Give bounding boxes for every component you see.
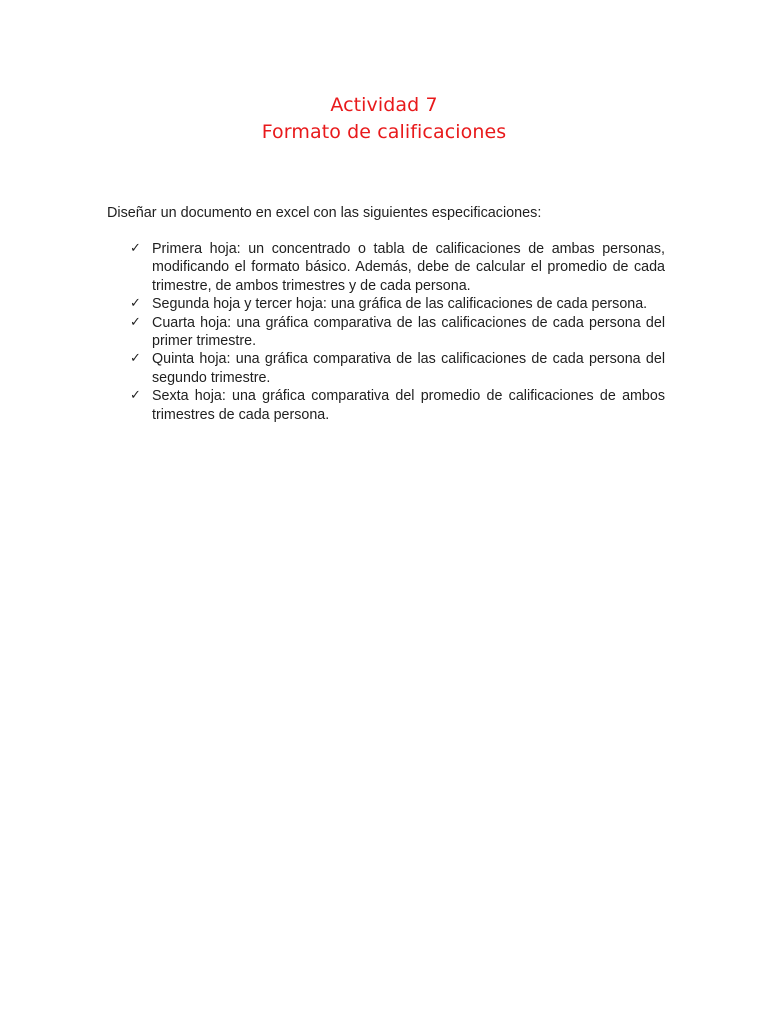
intro-paragraph: Diseñar un documento en excel con las siguientes especificaciones: [107, 205, 542, 221]
list-item [130, 314, 665, 351]
title-subject: Formato de calificaciones [261, 121, 507, 143]
checkmark-icon: ✓ [130, 314, 141, 330]
checkmark-icon: ✓ [130, 296, 141, 312]
list-item-text: Segunda hoja y tercer hoja: una gráfica de las calificaciones de cada persona. [152, 296, 648, 313]
list-item [130, 240, 665, 295]
document-title [0, 92, 768, 146]
list-item-text: Primera hoja: un concentrado o tabla de calificaciones de ambas personas, modificando el formato básico. Además, debe de calcular el promedio de cada trimestre, de ambos trimestres y de cada persona. [152, 241, 665, 294]
specifications-list [130, 240, 665, 424]
checkmark-icon: ✓ [130, 388, 141, 404]
list-item [130, 387, 665, 424]
title-activity: Actividad 7 [330, 94, 438, 116]
checkmark-icon: ✓ [130, 351, 141, 367]
list-item [130, 295, 665, 313]
checkmark-icon: ✓ [130, 241, 141, 256]
list-item-text: Sexta hoja: una gráfica comparativa del promedio de calificaciones de ambos trimestres de cada persona. [152, 388, 665, 423]
list-item-text: Quinta hoja: una gráfica comparativa de las calificaciones de cada persona del segundo trimestre. [152, 351, 665, 386]
list-item-text: Cuarta hoja: una gráfica comparativa de las calificaciones de cada persona del primer trimestre. [152, 314, 665, 350]
list-item [130, 350, 665, 387]
